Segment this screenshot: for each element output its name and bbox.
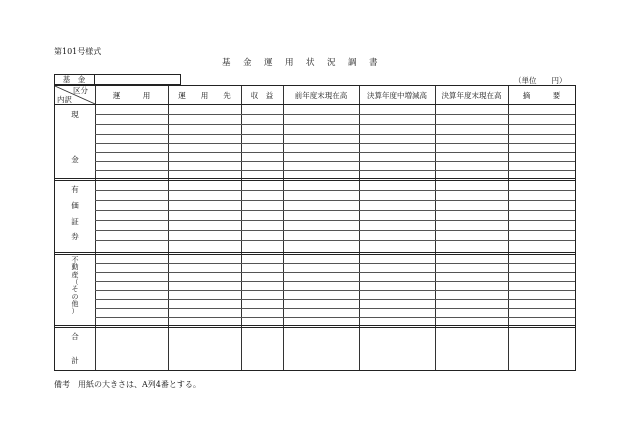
- header-divider: [55, 104, 575, 105]
- row-line: [95, 272, 575, 273]
- section-label-securities: 有 価 証 券: [71, 185, 79, 242]
- row-line: [95, 263, 575, 264]
- section-label-total: 合 計: [71, 332, 79, 365]
- row-line: [95, 308, 575, 309]
- remarks-note: 備考 用紙の大きさは、A列4番とする。: [54, 380, 201, 389]
- row-line: [95, 281, 575, 282]
- header-change-during-year: 決算年度中増減高: [367, 91, 427, 100]
- header-year-end-balance: 決算年度末現在高: [441, 91, 502, 100]
- document-title: 基 金 運 用 状 況 調 書: [222, 58, 380, 68]
- row-line: [95, 210, 575, 211]
- header-unyousaki: 運 用 先: [178, 91, 231, 100]
- section-divider: [55, 252, 575, 253]
- header-shueki: 収 益: [250, 91, 274, 100]
- corner-kubun: 区分: [73, 86, 88, 95]
- section-divider: [55, 178, 575, 179]
- unit-label: （単位 円）: [514, 76, 567, 85]
- header-prev-year-balance: 前年度末現在高: [294, 91, 348, 100]
- row-line: [95, 290, 575, 291]
- section-divider: [55, 254, 575, 255]
- section-divider: [55, 180, 575, 181]
- row-line: [95, 170, 575, 171]
- row-line: [95, 134, 575, 135]
- row-line: [95, 220, 575, 221]
- fund-status-table: [54, 85, 576, 371]
- form-number: 第101号様式: [54, 47, 102, 56]
- section-label-real-estate: 不 動 産 （ そ の 他 ）: [71, 256, 79, 316]
- row-line: [95, 124, 575, 125]
- corner-uchiwake: 内訳: [57, 95, 72, 104]
- row-line: [95, 200, 575, 201]
- row-line: [95, 299, 575, 300]
- section-divider: [55, 325, 575, 326]
- row-line: [95, 114, 575, 115]
- row-line: [95, 240, 575, 241]
- row-line: [95, 143, 575, 144]
- row-line: [95, 230, 575, 231]
- row-line: [95, 161, 575, 162]
- row-line: [95, 317, 575, 318]
- fund-label: 基 金: [54, 74, 95, 85]
- section-label-cash: 現 金: [71, 110, 79, 164]
- header-unyou: 運 用: [112, 91, 151, 100]
- row-line: [95, 152, 575, 153]
- header-remarks: 摘 要: [522, 91, 561, 100]
- section-divider: [55, 327, 575, 328]
- row-line: [95, 190, 575, 191]
